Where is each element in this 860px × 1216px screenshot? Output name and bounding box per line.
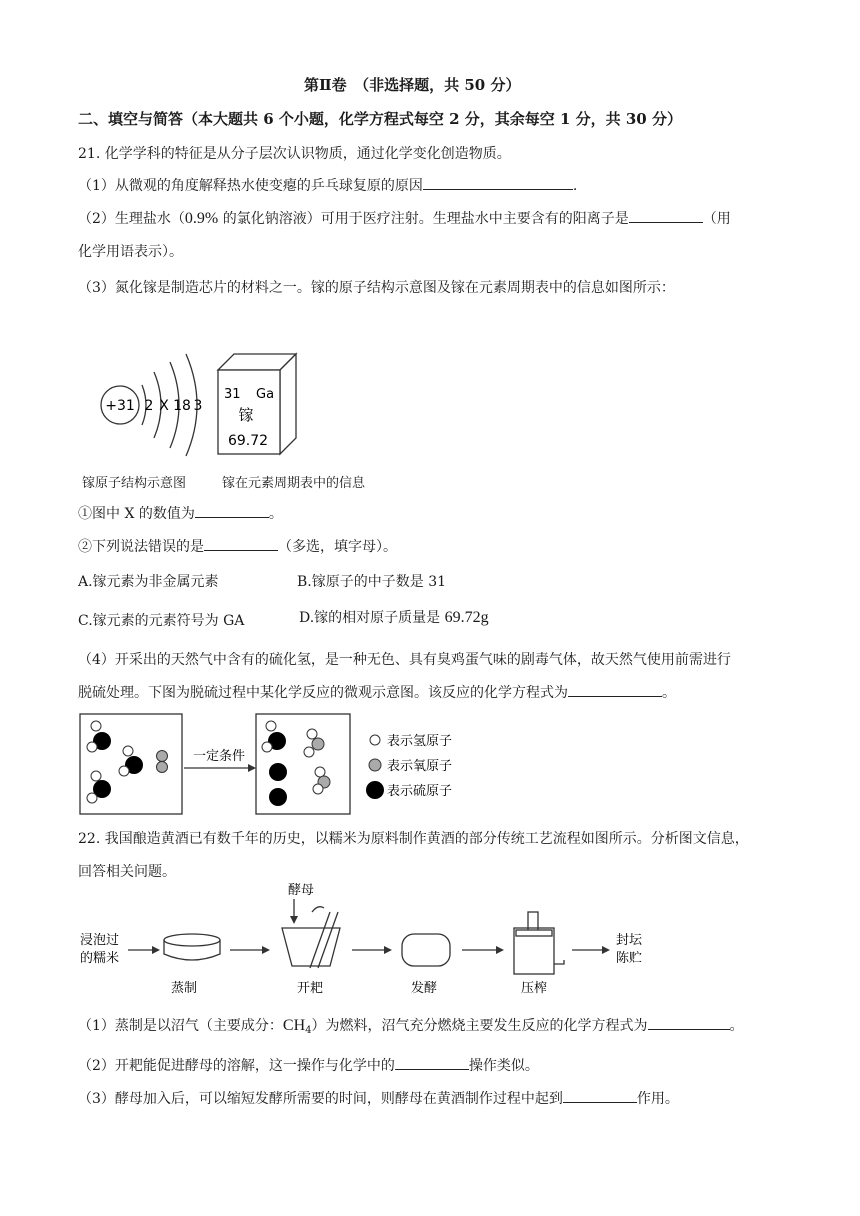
q21-part3: （3）氮化镓是制造芯片的材料之一。镓的原子结构示意图及镓在元素周期表中的信息如图所示： [78,280,675,296]
option-c: C.镓元素的元素符号为 GA [78,613,245,629]
q22-stem-line2: 回答相关问题。 [78,864,176,880]
yeast-label: 酵母 [288,883,315,898]
element-symbol: Ga [256,387,275,402]
q21-part2-text-c: （用 [702,211,731,227]
shell-4-count: 3 [193,398,203,414]
legend-oxygen-icon [369,759,381,771]
legend-sulfur-icon [366,781,384,799]
gallium-element-cell [210,350,300,458]
option-a: A.镓元素为非金属元素 [78,574,219,590]
reaction-condition: 一定条件 [192,749,246,764]
q21-part2-percent: 0.9% [184,210,219,227]
part-title: 二、填空与简答（本大题共 6 个小题，化学方程式每空 2 分，其余每空 1 分，共 30 分） [78,110,682,128]
q21-part2-cont: 化学用语表示）。 [78,244,183,260]
atom-caption: 镓原子结构示意图 [82,476,187,491]
q21-part2 [78,208,731,228]
sulfur-atom [269,788,287,806]
element-mass: 69.72 [227,433,269,449]
option-d-text: D.镓的相对原子质量是 [299,610,445,626]
legend-sulfur: 表示硫原子 [387,784,453,799]
q21-part1-text: （1）从微观的角度解释热水使变瘪的乒乓球复原的原因 [78,178,423,194]
q21-sub1 [78,503,283,523]
q22-part2-text-b: 操作类似。 [468,1058,539,1074]
legend-hydrogen-icon [370,735,380,745]
nucleus-charge: +31 [105,398,135,414]
q22-part1-formula: CH [282,1017,306,1034]
reaction-diagram [78,712,488,816]
stirring-vat-icon [282,907,340,968]
sulfur-atom [269,763,287,781]
fermentation-jar-icon [402,934,450,966]
q21-sub1-text: ①图中 X 的数值为 [78,506,195,522]
q22-part1-text-b: ）为燃料，沼气充分燃烧主要发生反应的化学方程式为 [311,1018,648,1034]
shell-1-count: 2 [144,398,154,414]
q21-part4-text: 脱硫处理。下图为脱硫过程中某化学反应的微观示意图。该反应的化学方程式为 [78,685,568,701]
q21-part2-text-a: （2）生理盐水（ [78,211,185,227]
q22-part2-blank[interactable] [395,1055,469,1070]
q22-part3-blank[interactable] [563,1088,637,1103]
q22-part1 [78,1015,744,1036]
option-d [299,607,489,627]
element-number: 31 [224,387,241,402]
steamer-icon [164,934,220,960]
q21-part1-end: . [572,178,578,194]
step-stir: 开耙 [296,981,324,996]
element-caption: 镓在元素周期表中的信息 [222,476,366,491]
flow-end-line2: 陈贮 [616,951,643,966]
step-steam: 蒸制 [170,981,198,996]
q21-part1-blank[interactable] [423,175,573,190]
step-press: 压榨 [520,981,548,996]
q21-sub2-blank[interactable] [204,536,278,551]
q21-part2-blank[interactable] [629,208,703,223]
flow-end-line1: 封坛 [616,933,643,948]
q22-stem-line1: 22. 我国酿造黄酒已有数千年的历史，以糯米为原料制作黄酒的部分传统工艺流程如图所示。分析图文信息， [78,831,749,847]
q21-part1 [78,175,577,195]
q22-part1-text-a: （1）蒸制是以沼气（主要成分： [78,1018,283,1034]
q21-part2-text-b: 的氯化钠溶液）可用于医疗注射。生理盐水中主要含有的阳离子是 [218,211,629,227]
q21-sub1-blank[interactable] [195,503,269,518]
q22-part2 [78,1055,539,1075]
q21-sub2-end: （多选，填字母）。 [278,539,397,555]
shell-2-count: X [159,398,169,414]
gallium-atom-diagram [90,340,220,470]
flow-start-line1: 浸泡过 [80,933,120,948]
q22-part2-text-a: （2）开耙能促进酵母的溶解，这一操作与化学中的 [78,1058,395,1074]
flow-start-line2: 的糯米 [80,951,120,966]
option-b: B.镓原子的中子数是 31 [297,574,447,590]
q21-sub1-end: 。 [268,506,283,522]
q21-sub2 [78,536,397,556]
brewing-process-flow [78,882,688,1000]
q22-part3-text-b: 作用。 [636,1091,679,1107]
section-title: 第Ⅱ卷 （非选择题，共 50 分） [304,76,521,94]
q21-stem: 21. 化学学科的特征是从分子层次认识物质，通过化学变化创造物质。 [78,146,511,162]
option-d-value: 69.72g [444,609,489,626]
step-ferment: 发酵 [410,981,438,996]
legend-oxygen: 表示氧原子 [387,759,453,774]
q22-part1-end: 。 [729,1018,744,1034]
press-icon [514,912,564,974]
legend-hydrogen: 表示氢原子 [387,734,453,749]
q21-part4-line1: （4）开采出的天然气中含有的硫化氢，是一种无色、具有臭鸡蛋气味的剧毒气体，故天然气使用前需进行 [78,652,731,668]
q21-part4-end: 。 [662,685,676,701]
q21-part4-line2 [78,682,676,702]
q22-part3-text-a: （3）酵母加入后，可以缩短发酵所需要的时间，则酵母在黄酒制作过程中起到 [78,1091,563,1107]
q21-part4-blank[interactable] [568,682,662,697]
q21-sub2-text: ②下列说法错误的是 [78,539,204,555]
shell-3-count: 18 [173,398,191,414]
q22-part1-blank[interactable] [648,1015,730,1030]
element-name: 镓 [238,406,254,424]
q22-part1-subscript: 4 [305,1025,312,1036]
q22-part3 [78,1088,679,1108]
